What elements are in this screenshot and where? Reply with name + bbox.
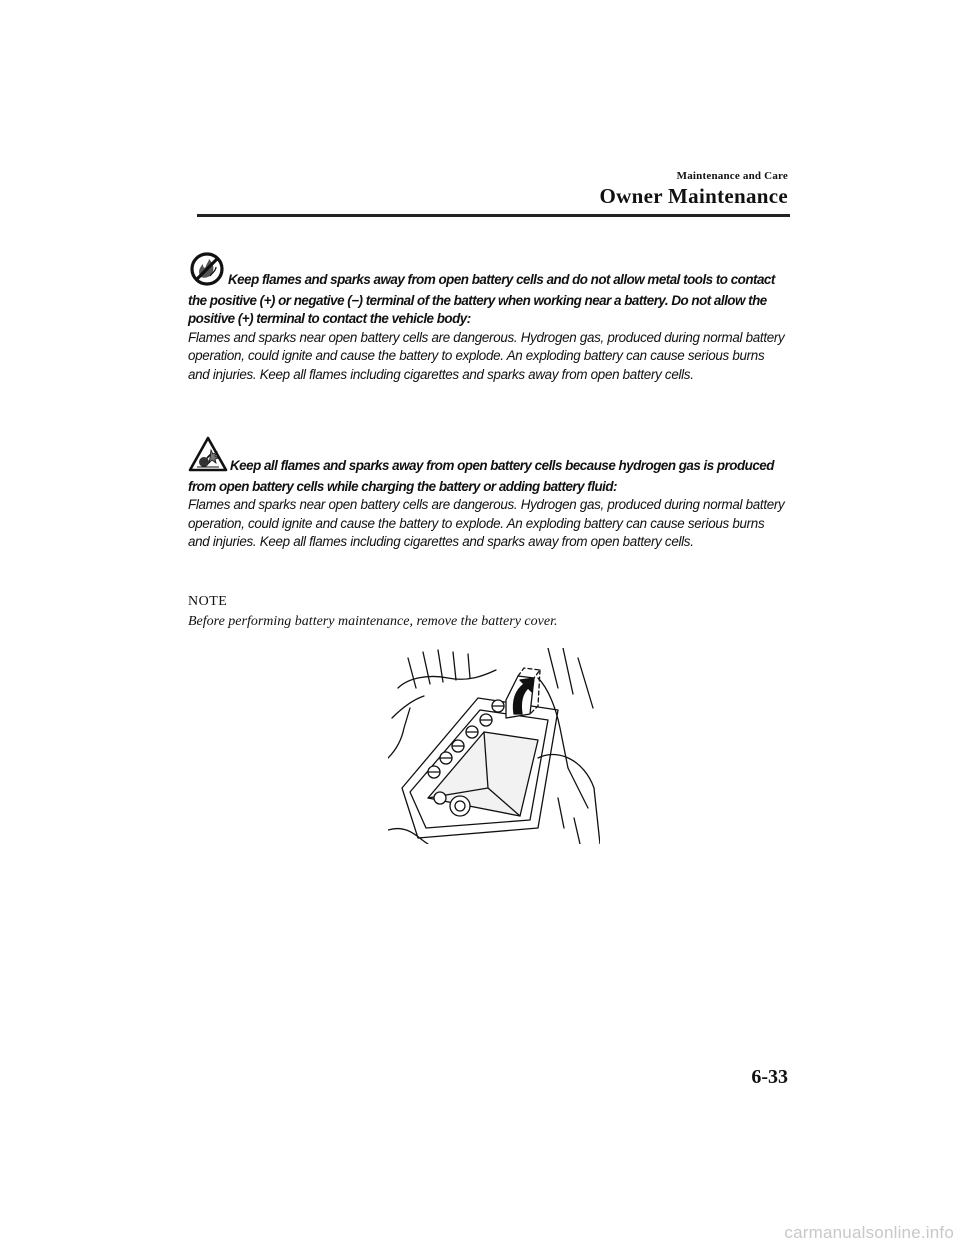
explosion-warning-icon [188, 436, 228, 478]
page-title: Owner Maintenance [599, 184, 788, 208]
warning-heading: Keep all flames and sparks away from open battery cells because hydrogen gas is produced from open battery cells while charging the battery or adding battery fluid: [188, 458, 774, 494]
warning-body: Flames and sparks near open battery cells are dangerous. Hydrogen gas, produced during normal battery operation, could ignite and cause the battery to explode. An exploding battery can cause serious burns and injuries. Keep all flames including cigarettes and sparks away from open battery cells. [188, 497, 785, 550]
note-label: NOTE [188, 594, 228, 609]
note-block [188, 592, 557, 632]
no-flames-icon [188, 252, 226, 292]
warning-body: Flames and sparks near open battery cells are dangerous. Hydrogen gas, produced during normal battery operation, could ignite and cause the battery to explode. An exploding battery can cause serious burns and injuries. Keep all flames including cigarettes and sparks away from open battery cells. [188, 329, 785, 382]
header-rule [197, 214, 790, 217]
header-section: Maintenance and Care [676, 170, 788, 182]
warning-heading: Keep flames and sparks away from open battery cells and do not allow metal tools to contact the positive (+) or negative (−) terminal of the battery when working near a battery. Do not allow the positive (+) terminal to contact the vehicle body: [188, 272, 775, 327]
page-number: 6-33 [751, 1066, 788, 1088]
warning-block-2 [188, 436, 788, 552]
note-text: Before performing battery maintenance, remove the battery cover. [188, 614, 558, 629]
watermark: carmanualsonline.info [784, 1223, 954, 1242]
battery-cover-illustration [388, 648, 600, 844]
warning-block-1 [188, 252, 788, 385]
